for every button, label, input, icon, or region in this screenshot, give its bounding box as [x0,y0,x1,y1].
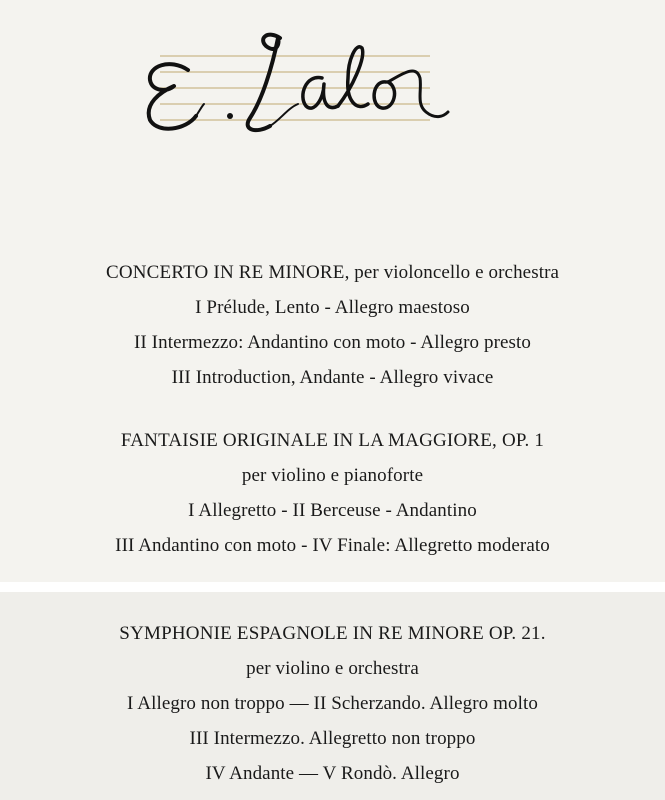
work-fantaisie [0,423,665,563]
movement-line: I Prélude, Lento - Allegro maestoso [195,297,470,318]
signature-ink [149,35,448,130]
work-concerto [0,255,665,395]
panel-divider [0,582,665,592]
work-title-line [0,255,665,290]
work-subtitle: per violino e pianoforte [241,465,424,486]
work-subtitle: per violino e orchestra [246,658,419,679]
work-title: FANTAISIE ORIGINALE IN LA MAGGIORE, OP. 1 [120,430,545,451]
movement-line: III Intermezzo. Allegretto non troppo [189,728,476,749]
movement-line: II Intermezzo: Andantino con moto - Allegro presto [133,332,532,353]
movement-line: I Allegro non troppo — II Scherzando. Allegro molto [127,693,538,714]
work-title: SYMPHONIE ESPAGNOLE IN RE MINORE OP. 21. [119,623,546,644]
work-subtitle: , per violoncello e orchestra [344,262,560,283]
work-symphonie [0,616,665,791]
movement-line: IV Andante — V Rondò. Allegro [205,763,460,784]
movement-line: III Andantino con moto - IV Finale: Allegretto moderato [115,535,550,556]
movement-line: I Allegretto - II Berceuse - Andantino [188,500,477,521]
movement-line: III Introduction, Andante - Allegro vivace [171,367,494,388]
work-title: CONCERTO IN RE MINORE [105,262,345,283]
signature-on-staff [130,8,450,148]
